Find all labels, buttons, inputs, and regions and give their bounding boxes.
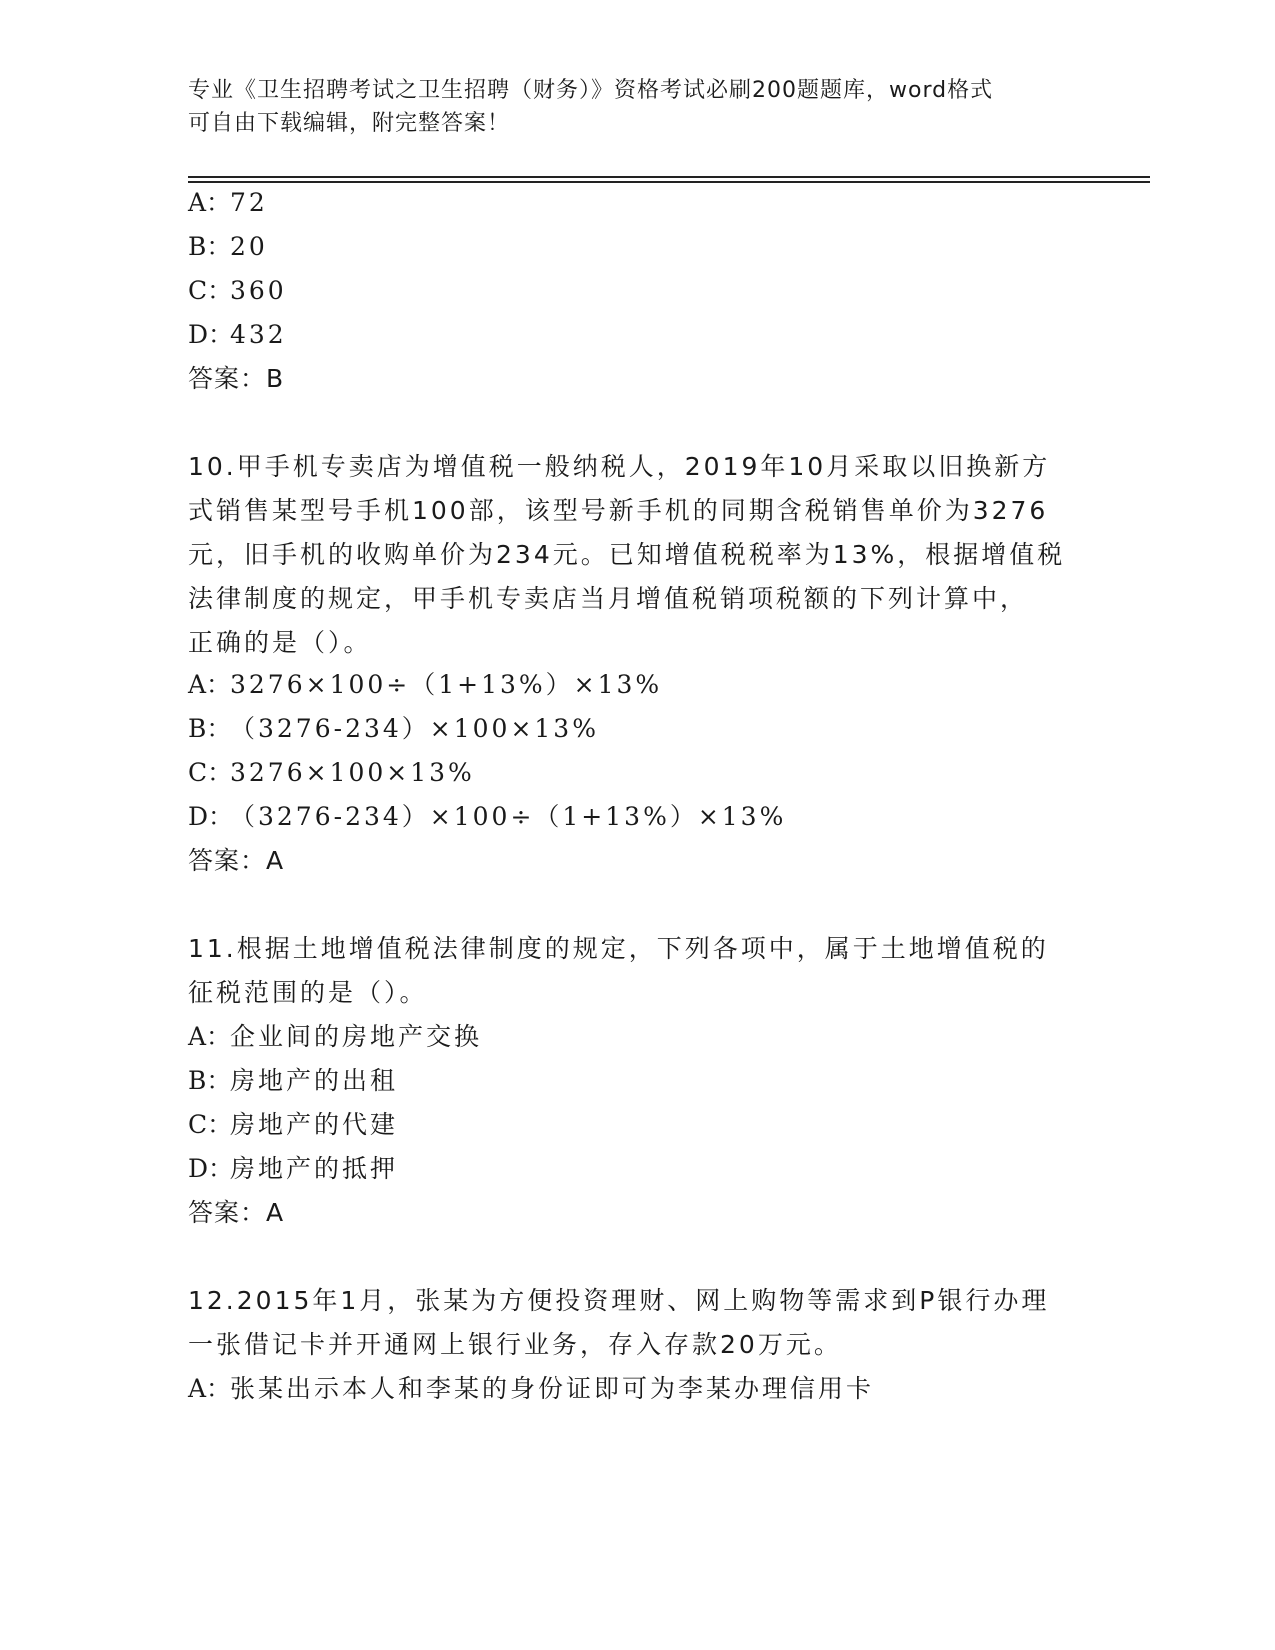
q10-text-line-4: 法律制度的规定，甲手机专卖店当月增值税销项税额的下列计算中， <box>188 584 1029 613</box>
q12-text-line-2: 一张借记卡并开通网上银行业务，存入存款20万元。 <box>188 1330 842 1359</box>
q10-text-line-2: 式销售某型号手机100部，该型号新手机的同期含税销售单价为3276 <box>188 496 1049 525</box>
option-text: 432 <box>230 320 287 349</box>
option-label: A： <box>188 1022 232 1051</box>
option-label: D： <box>188 320 234 349</box>
q10-option-b <box>188 712 599 746</box>
option-text: （3276-234）×100÷（1+13%）×13% <box>230 802 787 831</box>
q9-option-c <box>188 274 287 308</box>
q10-text-line-5: 正确的是（）。 <box>188 628 372 657</box>
q11-option-b <box>188 1064 398 1098</box>
q10-option-a <box>188 668 662 702</box>
q10-option-d <box>188 800 786 834</box>
option-text: 3276×100÷（1+13%）×13% <box>230 670 663 699</box>
header-line-1: 专业《卫生招聘考试之卫生招聘（财务）》资格考试必刷200题题库，word格式 <box>188 78 994 103</box>
option-text: 企业间的房地产交换 <box>230 1022 483 1051</box>
q10-answer: 答案：A <box>188 846 285 875</box>
option-label: A： <box>188 1374 232 1403</box>
option-text: 房地产的代建 <box>230 1110 399 1139</box>
q12-option-a <box>188 1372 874 1406</box>
option-text: 张某出示本人和李某的身份证即可为李某办理信用卡 <box>230 1374 875 1403</box>
option-label: D： <box>188 802 234 831</box>
q11-text-line-2: 征税范围的是（）。 <box>188 978 428 1007</box>
option-label: A： <box>188 670 232 699</box>
q11-answer: 答案：A <box>188 1198 285 1227</box>
option-text: 房地产的抵押 <box>230 1154 399 1183</box>
option-label: D： <box>188 1154 234 1183</box>
option-text: 房地产的出租 <box>230 1066 399 1095</box>
option-label: C： <box>188 276 233 305</box>
q9-option-d <box>188 318 287 352</box>
q11-option-c <box>188 1108 398 1142</box>
option-label: C： <box>188 1110 233 1139</box>
option-text: 360 <box>230 276 287 305</box>
q9-answer: 答案：B <box>188 364 285 393</box>
option-label: C： <box>188 758 233 787</box>
q10-option-c <box>188 756 475 790</box>
option-label: B： <box>188 1066 232 1095</box>
q11-option-a <box>188 1020 482 1054</box>
q9-option-a <box>188 186 268 220</box>
header-line-2: 可自由下载编辑，附完整答案！ <box>188 111 511 136</box>
option-label: B： <box>188 714 232 743</box>
header-divider-top <box>188 176 1150 178</box>
header-divider-bottom <box>188 181 1150 183</box>
option-text: 20 <box>230 232 268 261</box>
q12-text-line-1: 12.2015年1月，张某为方便投资理财、网上购物等需求到P银行办理 <box>188 1286 1050 1315</box>
option-text: （3276-234）×100×13% <box>230 714 599 743</box>
q10-text-line-3: 元，旧手机的收购单价为234元。已知增值税税率为13%，根据增值税 <box>188 540 1066 569</box>
q10-text-line-1: 10.甲手机专卖店为增值税一般纳税人，2019年10月采取以旧换新方 <box>188 452 1051 481</box>
q11-text-line-1: 11.根据土地增值税法律制度的规定，下列各项中，属于土地增值税的 <box>188 934 1049 963</box>
option-label: A： <box>188 188 232 217</box>
q9-option-b <box>188 230 268 264</box>
document-header <box>188 74 1068 140</box>
option-text: 3276×100×13% <box>230 758 475 787</box>
option-label: B： <box>188 232 232 261</box>
q11-option-d <box>188 1152 398 1186</box>
option-text: 72 <box>230 188 268 217</box>
